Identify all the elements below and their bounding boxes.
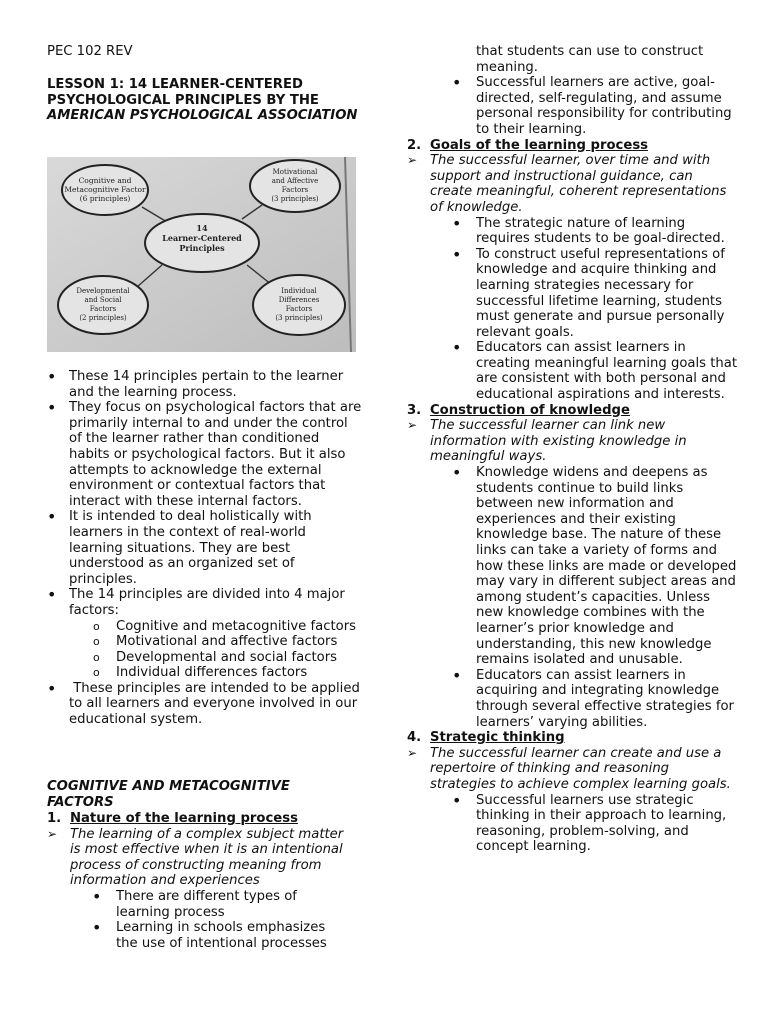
principle-3-number: 3. [407,402,422,418]
principle-2-heading [407,138,737,154]
principle-1-title: Nature of the learning process [70,811,298,826]
lesson-title-main: LESSON 1: 14 LEARNER-CENTERED PSYCHOLOGICAL PRINCIPLES BY THE [47,77,319,108]
bl-line-4: (2 principles) [79,314,127,322]
principle-2-bullet: • To construct useful representations of knowledge and acquire thinking and learning strategies necessary for successful lifetime learning, students must generate and pursue personally relevant goals. [407,247,737,341]
principle-4-title: Strategic thinking [430,730,565,746]
principle-1-bullet: • Learning in schools emphasizes the use of intentional processes [47,920,347,951]
principle-3-heading [407,403,737,419]
tl-line-2: Metacognitive Factor [64,185,146,194]
principle-4-statement: ➢ The successful learner can create and use a repertoire of thinking and reasoning strategies to achieve complex learning goals. [407,746,737,793]
lesson-title-italic: AMERICAN PSYCHOLOGICAL ASSOCIATION [47,108,358,124]
tr-line-4: (3 principles) [271,195,319,203]
principle-2-bullet: • The strategic nature of learning requires students to be goal-directed. [407,216,737,247]
tr-line-2: and Affective [271,177,319,185]
principle-4-bullets [407,793,737,855]
factor-item: o Cognitive and metacognitive factors [47,619,362,635]
br-line-3: Factors [285,305,313,313]
principle-1-heading [47,811,362,827]
principle-1-bullet: • Successful learners are active, goal-directed, self-regulating, and assume personal responsibility for contributing to their learning. [407,75,737,137]
br-line-4: (3 principles) [275,314,323,322]
principle-3-bullet: • Educators can assist learners in acquiring and integrating knowledge through several effective strategies for learners’ varying abilities. [407,668,737,730]
br-line-1: Individual [281,287,317,295]
section-heading: COGNITIVE AND METACOGNITIVE FACTORS [47,779,290,810]
closing-bullet-list [47,680,365,728]
principle-3-bullet: • Knowledge widens and deepens as students continue to build links between new information and experiences and their existing knowledge base. The nature of these links can take a variety of forms and how these links are made or developed may vary in different subject areas and among student’s capacities. Unless new knowledge combines with the learner’s prior knowledge and understanding, this new knowledge remains isolated and unusable. [407,465,737,668]
center-line-3: Principles [179,243,225,253]
principle-3-bullets [407,465,737,730]
tl-line-3: (6 principles) [79,194,131,203]
principle-4-bullet: • Successful learners use strategic thinking in their approach to learning, reasoning, problem-solving, and concept learning. [407,793,737,855]
principle-1-number: 1. [47,811,62,826]
center-line-1: 14 [196,223,208,233]
principle-3-title: Construction of knowledge [430,402,630,418]
tl-line-1: Cognitive and [78,176,132,185]
br-line-2: Differences [278,296,320,304]
intro-bullet: • These 14 principles pertain to the learner and the learning process. [47,369,362,400]
bl-line-3: Factors [89,305,117,313]
principle-1-bullets [47,889,347,951]
principle-2-number: 2. [407,137,422,153]
tr-line-3: Factors [281,186,309,194]
intro-bullet: • The 14 principles are divided into 4 major factors: [47,587,362,618]
tr-line-1: Motivational [272,168,318,176]
closing-bullet: • These principles are intended to be applied to all learners and everyone involved in our educational system. [47,681,362,728]
principle-4-number: 4. [407,730,422,746]
principle-1-bullets-right [407,75,737,137]
bl-line-2: and Social [84,296,122,304]
principle-1-continuation: that students can use to construct meaning. [476,44,704,75]
intro-bullet-list [47,369,362,619]
center-line-2: Learner-Centered [162,233,242,243]
principle-2-statement: ➢ The successful learner, over time and with support and instructional guidance, can create meaningful, coherent representations of knowledge. [407,153,737,215]
right-column [407,44,737,855]
factor-item: o Developmental and social factors [47,650,362,666]
principle-2-bullet: • Educators can assist learners in creating meaningful learning goals that are consistent with both personal and educational aspirations and interests. [407,340,737,402]
principle-1-left [47,811,362,951]
principle-1-bullet: • There are different types of learning process [47,889,347,920]
principle-2-bullets [407,216,737,403]
factor-list [47,619,362,681]
principle-1-statement: ➢ The learning of a complex subject matter is most effective when it is an intentional process of constructing meaning from information and experiences [47,827,345,889]
lesson-title [47,77,367,124]
principles-diagram [47,157,356,352]
bl-line-1: Developmental [76,287,130,295]
factor-item: o Motivational and affective factors [47,634,362,650]
principle-4-heading [407,730,737,746]
intro-bullet: • It is intended to deal holistically with learners in the context of real-world learning situations. They are best understood as an organized set of principles. [47,509,362,587]
principle-2-title: Goals of the learning process [430,137,649,153]
principle-3-statement: ➢ The successful learner can link new information with existing knowledge in meaningful ways. [407,418,737,465]
course-code: PEC 102 REV [47,44,133,59]
intro-section [47,369,365,728]
intro-bullet: • They focus on psychological factors that are primarily internal to and under the control of the learner rather than conditioned habits or psychological factors. But it also attempts to acknowledge the external environment or contextual factors that interact with these internal factors. [47,400,362,509]
factor-item: o Individual differences factors [47,665,362,681]
